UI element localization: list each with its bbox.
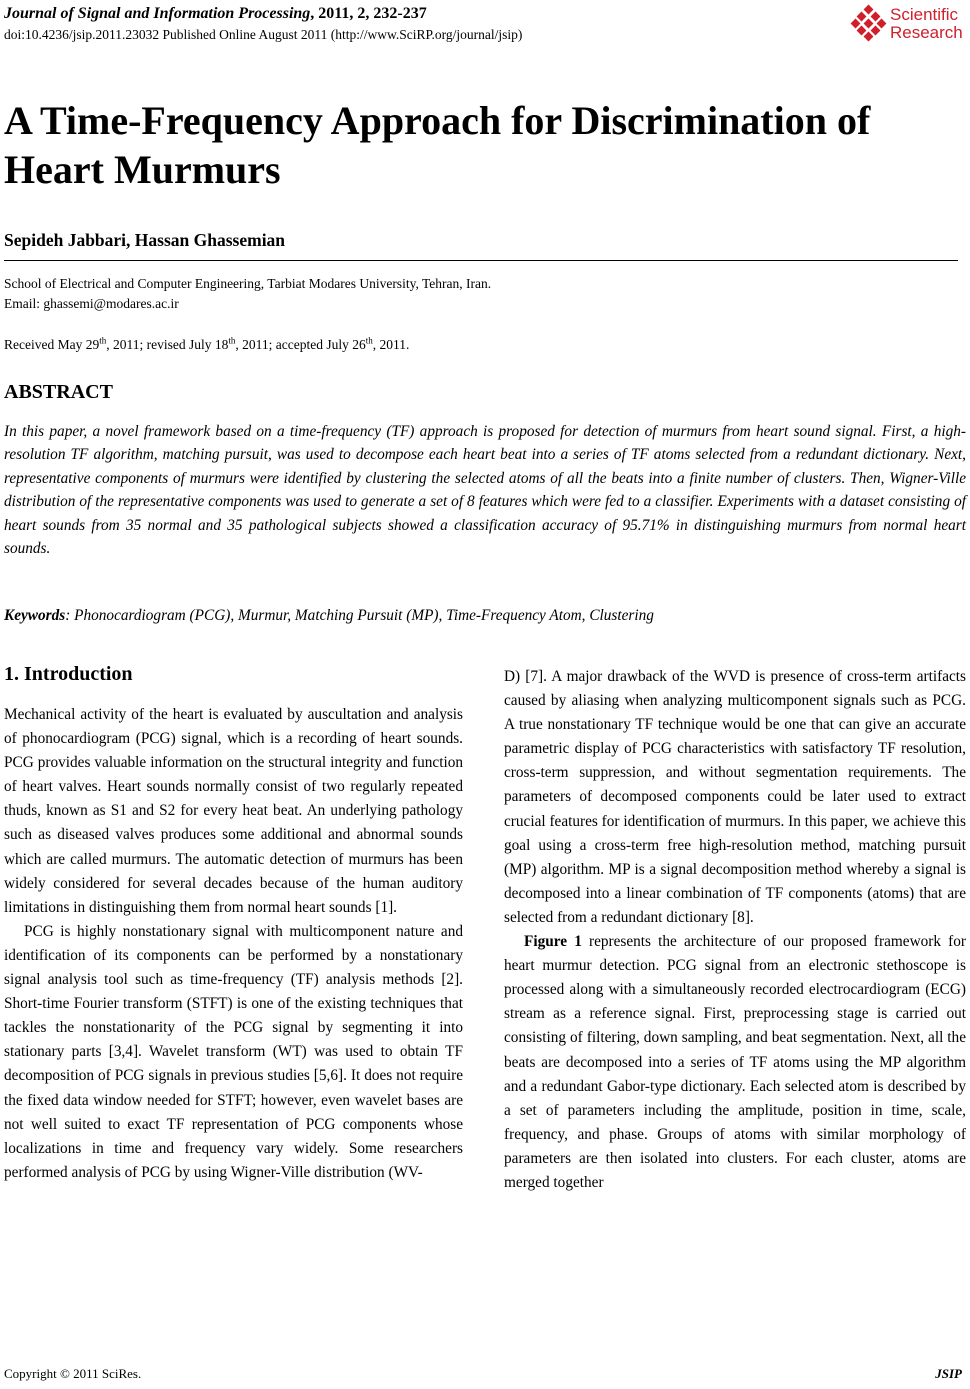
journal-volume: , 2011, 2, 232-237 bbox=[310, 5, 427, 22]
article-authors: Sepideh Jabbari, Hassan Ghassemian bbox=[4, 230, 286, 250]
footer-journal: JSIP bbox=[935, 1366, 962, 1381]
publisher-logo bbox=[852, 4, 968, 44]
column-left bbox=[4, 703, 463, 1185]
intro-paragraph-3: D) [7]. A major drawback of the WVD is presence of cross-term artifacts caused by aliasing when analyzing multicomponent signals such as PCG. A true nonstationary TF technique would be one that can give an accurate parametric display of PCG characteristics with satisfactory TF resolution, cross-term suppression, and without segmentation requirements. The parameters of decomposed components could be later used to extract crucial features for identification of murmurs. In this paper, we achieve this goal using a cross-term free high-resolution method, matching pursuit (MP) algorithm. MP is a signal decomposition method whereby a signal is decomposed into a linear combination of TF components (atoms) that are selected from a redundant dictionary [8]. bbox=[504, 668, 966, 926]
keywords-label: Keywords bbox=[4, 607, 66, 624]
intro-paragraph-4: Figure 1 represents the architecture of our proposed framework for heart murmur detection. PCG signal from an electronic stethoscope is processed along with a simultaneously recorded electrocardiogram (ECG) stream as a reference signal. First, preprocessing stage is carried out consisting of filtering, down sampling, and beat segmentation. Next, all the beats are decomposed into a series of TF atoms using the MP algorithm and a redundant Gabor-type dictionary. Each selected atom is described by a set of parameters including the amplitude, position in time, scale, frequency, and phase. Groups of atoms with similar morphology of parameters are then isolated into clusters. For each cluster, atoms are merged together bbox=[504, 933, 966, 1191]
received-dates: Received May 29th, 2011; revised July 18th, 2011; accepted July 26th, 2011. bbox=[4, 335, 410, 352]
keywords-list: Phonocardiogram (PCG), Murmur, Matching Pursuit (MP), Time-Frequency Atom, Clustering bbox=[74, 607, 654, 624]
intro-paragraph-2: PCG is highly nonstationary signal with multicomponent nature and identification of its components can be performed by a nonstationary signal analysis tool such as time-frequency (TF) analysis methods [2]. Short-time Fourier transform (STFT) is one of the existing techniques that tackles the nonstationarity of the PCG signal by segmenting it into stationary parts [3,4]. Wavelet transform (WT) was used to obtain TF decomposition of PCG signals in previous studies [5,6]. It does not require the fixed data window needed for STFT; however, even wavelet bases are not well suited to exact TF representation of PCG components whose localizations in time and frequency vary widely. Some researchers performed analysis of PCG by using Wigner-Ville distribution (WV- bbox=[4, 922, 463, 1181]
logo-text-research: Research bbox=[890, 23, 963, 42]
journal-citation bbox=[4, 4, 704, 24]
section-heading-introduction: 1. Introduction bbox=[4, 663, 133, 685]
article-title: A Time-Frequency Approach for Discrimination of Heart Murmurs bbox=[4, 98, 871, 192]
affiliation: School of Electrical and Computer Engineering, Tarbiat Modares University, Tehran, Iran. bbox=[4, 276, 492, 291]
logo-text-scientific: Scientific bbox=[890, 5, 959, 24]
journal-header bbox=[4, 4, 704, 44]
column-right bbox=[504, 665, 966, 1195]
affiliation-block bbox=[4, 274, 491, 314]
doi-line: doi:10.4236/jsip.2011.23032 Published Online August 2011 (http://www.SciRP.org/journal/jsip) bbox=[4, 27, 523, 42]
figure-reference: Figure 1 bbox=[524, 933, 582, 951]
email: Email: ghassemi@modares.ac.ir bbox=[4, 296, 179, 311]
journal-name: Journal of Signal and Information Processing bbox=[4, 5, 311, 22]
logo-mark-icon bbox=[852, 6, 886, 40]
footer-copyright: Copyright © 2011 SciRes. bbox=[4, 1366, 142, 1381]
abstract-text: In this paper, a novel framework based on a time-frequency (TF) approach is proposed for detection of murmurs from heart sound signal. First, a high-resolution TF algorithm, matching pursuit, was used to decompose each heart beat into a series of TF atoms selected from a redundant dictionary. Next, representative components of murmurs were identified by clustering the selected atoms of all the beats into a finite number of clusters. Then, Wigner-Ville distribution of the representative components was used to generate a set of 8 features which were fed to a classifier. Experiments with a dataset consisting of heart sounds from 35 normal and 35 pathological subjects showed a classification accuracy of 95.71% in distinguishing murmurs from normal heart sounds. bbox=[4, 423, 966, 558]
header-divider bbox=[4, 260, 958, 261]
intro-paragraph-1: Mechanical activity of the heart is evaluated by auscultation and analysis of phonocardiogram (PCG) signal, which is a recording of heart sounds. PCG provides valuable information on the structural integrity and function of heart valves. Heart sounds normally consist of two regularly repeated thuds, known as S1 and S2 for every heat beat. An underlying pathology such as diseased valves produces some additional and abnormal sounds which are called murmurs. The automatic detection of murmurs has been widely considered for several decades because of the human auditory limitations in distinguishing them from normal heart sounds [1]. bbox=[4, 706, 463, 916]
keywords: Keywords: Phonocardiogram (PCG), Murmur, Matching Pursuit (MP), Time-Frequency Atom, Clustering bbox=[4, 607, 654, 624]
abstract-heading: ABSTRACT bbox=[4, 381, 113, 403]
